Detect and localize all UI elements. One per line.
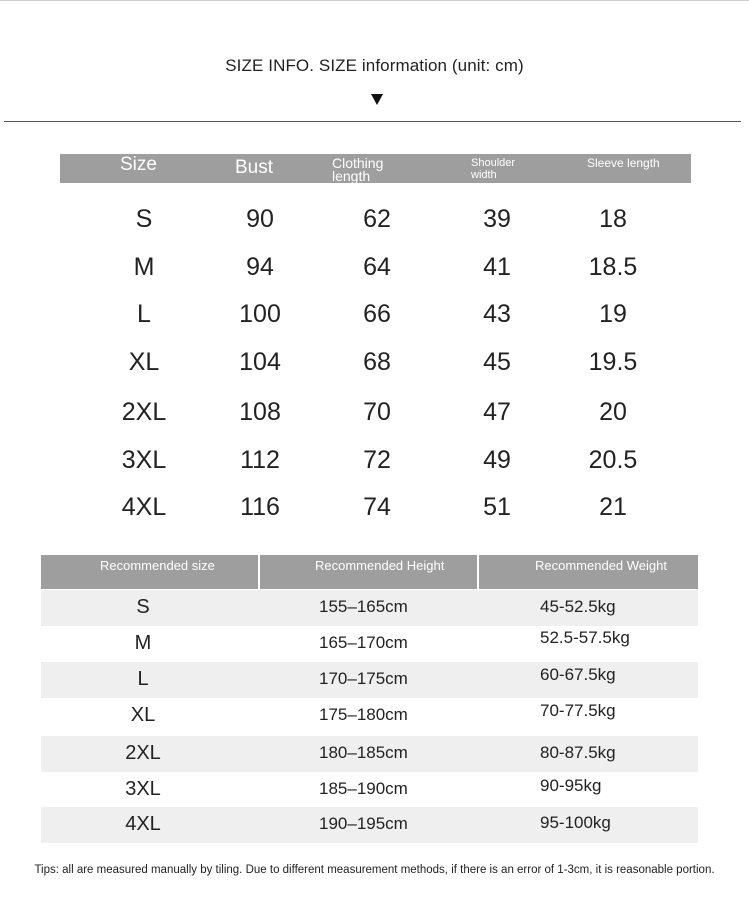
cell-rec-height: 190–195cm [319,814,408,833]
cell-sleeve-length: 21 [599,493,627,521]
cell-rec-height: 180–185cm [319,743,408,762]
cell-shoulder-width: 43 [483,300,511,328]
page-title: SIZE INFO. SIZE information (unit: cm) [225,56,524,75]
measurement-tips: Tips: all are measured manually by tiling. Due to different measurement methods, if there is an error of 1-3cm, it is reasonable portion. [34,864,715,876]
header-recommended-weight: Recommended Weight [535,558,667,573]
cell-sleeve-length: 20 [599,398,627,426]
size-table-row [60,398,691,438]
cell-shoulder-width: 39 [483,205,511,233]
cell-bust: 112 [240,446,280,474]
cell-sleeve-length: 18.5 [588,253,638,281]
cell-bust: 94 [246,253,274,281]
size-table-row [60,205,691,245]
recommend-table-header [41,555,698,589]
cell-sleeve-length: 20.5 [588,446,638,474]
cell-rec-height: 185–190cm [319,779,408,798]
size-table-row [60,446,691,486]
size-table-row [60,253,691,293]
cell-rec-weight: 95-100kg [540,813,611,832]
cell-shoulder-width: 49 [483,446,511,474]
recommend-table-row [41,772,698,808]
header-recommended-height: Recommended Height [315,558,445,573]
size-table-row [60,348,691,388]
cell-rec-size: M [134,632,152,654]
cell-rec-size: XL [130,704,156,726]
size-table-row [60,300,691,340]
cell-rec-weight: 70-77.5kg [540,701,616,720]
cell-rec-size: L [137,668,149,690]
cell-bust: 108 [239,398,281,426]
recommend-table-row [41,590,698,626]
cell-clothing-length: 68 [363,348,391,376]
size-table-row [60,493,691,533]
header-bust: Bust [235,157,274,178]
down-arrow-icon [371,94,383,105]
cell-size: S [135,205,153,233]
header-recommended-size: Recommended size [100,558,215,573]
cell-shoulder-width: 45 [483,348,511,376]
cell-rec-height: 175–180cm [319,705,408,724]
cell-rec-size: 4XL [125,813,161,835]
header-shoulder-width: Shoulder width [471,157,516,181]
title-divider [4,121,741,122]
cell-rec-size: 2XL [125,742,161,764]
header-clothing-length: Clothing length [332,157,384,183]
cell-clothing-length: 74 [363,493,391,521]
recommend-table-row [41,807,698,843]
cell-rec-weight: 45-52.5kg [540,597,616,616]
cell-clothing-length: 72 [363,446,391,474]
cell-rec-height: 170–175cm [319,669,408,688]
recommend-table-row [41,736,698,772]
top-border-line [0,0,749,1]
cell-size: 2XL [121,398,167,426]
cell-shoulder-width: 41 [483,253,511,281]
cell-rec-size: 3XL [125,778,161,800]
header-separator [258,555,260,589]
size-table-header [60,154,691,183]
cell-rec-height: 165–170cm [319,633,408,652]
recommend-table-row [41,626,698,662]
cell-rec-weight: 52.5-57.5kg [540,628,630,647]
recommend-table-row [41,662,698,698]
cell-rec-size: S [136,596,150,618]
cell-sleeve-length: 19 [599,300,627,328]
cell-size: 3XL [121,446,167,474]
cell-size: M [133,253,155,281]
cell-bust: 116 [240,493,280,521]
cell-rec-weight: 90-95kg [540,776,602,795]
cell-bust: 100 [239,300,281,328]
header-sleeve-length: Sleeve length [587,156,660,170]
cell-clothing-length: 62 [363,205,391,233]
cell-rec-weight: 60-67.5kg [540,665,616,684]
cell-clothing-length: 66 [363,300,391,328]
cell-sleeve-length: 18 [599,205,627,233]
cell-rec-weight: 80-87.5kg [540,743,616,762]
cell-size: XL [128,348,160,376]
cell-bust: 104 [239,348,281,376]
cell-shoulder-width: 47 [483,398,511,426]
cell-bust: 90 [246,205,274,233]
header-separator [477,555,479,589]
cell-rec-height: 155–165cm [319,597,408,616]
header-size: Size [120,154,157,175]
cell-size: L [137,300,151,328]
cell-clothing-length: 70 [363,398,391,426]
cell-clothing-length: 64 [363,253,391,281]
cell-shoulder-width: 51 [483,493,511,521]
cell-size: 4XL [121,493,167,521]
recommend-table-row [41,698,698,734]
cell-sleeve-length: 19.5 [588,348,638,376]
